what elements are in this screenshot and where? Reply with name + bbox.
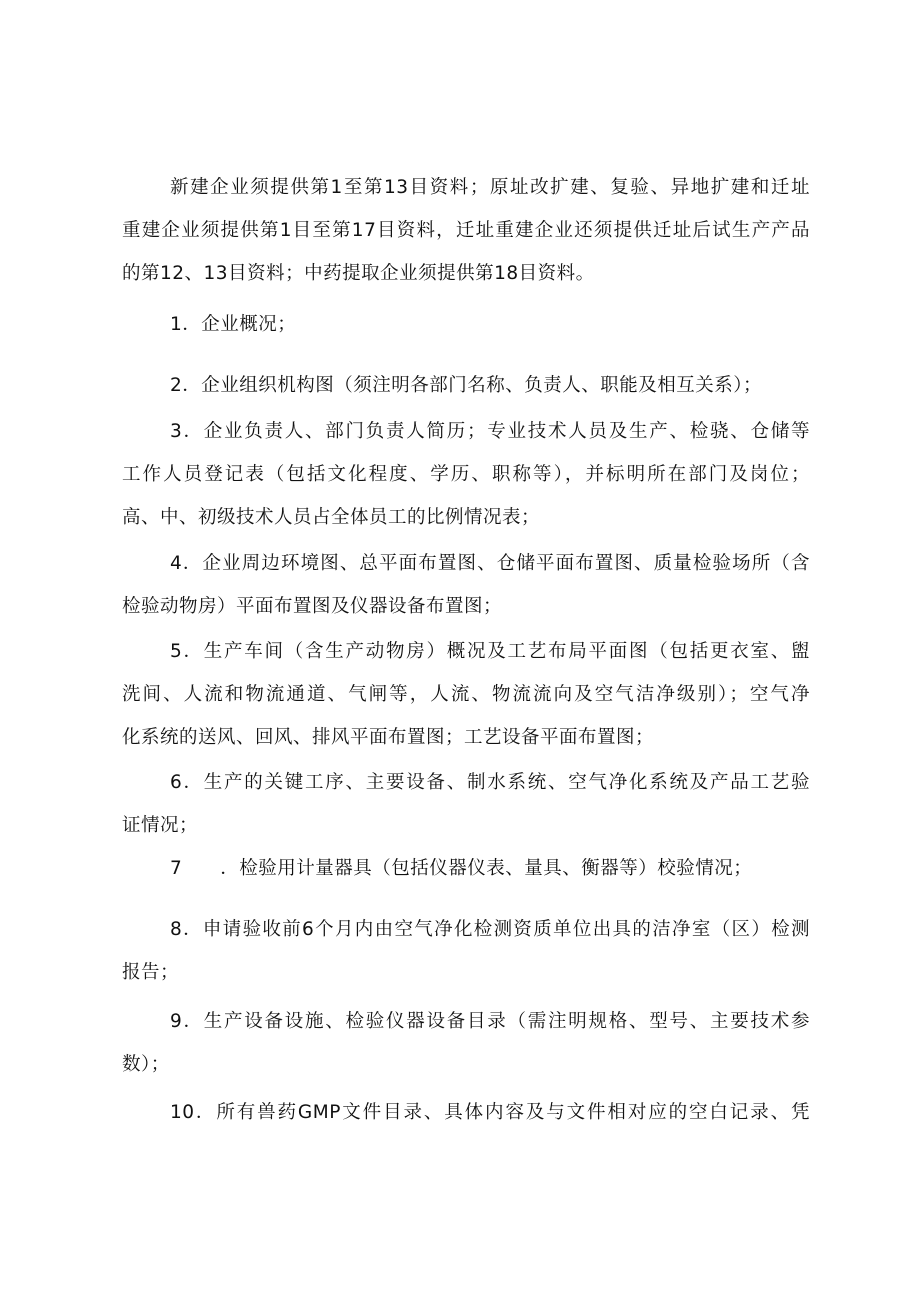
item-2: 2．企业组织机构图（须注明各部门名称、负责人、职能及相互关系）； (170, 375, 763, 396)
item-7: 7 ．检验用计量器具（包括仪器仪表、量具、衡器等）校验情况； (170, 858, 753, 879)
item-3-line-1: 3．企业负责人、部门负责人简历；专业技术人员及生产、检骁、仓储等 (170, 421, 810, 442)
item-5-line-3: 化系统的送风、回风、排风平面布置图；工艺设备平面布置图； (122, 727, 655, 748)
item-3-line-2: 工作人员登记表（包括文化程度、学历、职称等），并标明所在部门及岗位； (122, 464, 810, 485)
item-4-line-1: 4．企业周边环境图、总平面布置图、仓储平面布置图、质量检验场所（含 (170, 553, 810, 574)
intro-line-1: 新建企业须提供第1至第13目资料；原址改扩建、复验、异地扩建和迁址 (170, 177, 810, 198)
item-6-line-1: 6．生产的关键工序、主要设备、制水系统、空气净化系统及产品工艺验 (170, 772, 810, 793)
item-6-line-2: 证情况； (122, 815, 199, 836)
item-8-line-2: 报告； (122, 962, 180, 983)
item-10-line-1: 10．所有兽药GMP文件目录、具体内容及与文件相对应的空白记录、凭 (170, 1102, 810, 1123)
item-5-line-1: 5．生产车间（含生产动物房）概况及工艺布局平面图（包括更衣室、盥 (170, 641, 810, 662)
item-9-line-1: 9．生产设备设施、检验仪器设备目录（需注明规格、型号、主要技术参 (170, 1011, 810, 1032)
item-1: 1．企业概况； (170, 314, 297, 335)
item-3-line-3: 高、中、初级技术人员占全体员工的比例情况表； (122, 507, 541, 528)
item-8-line-1: 8．申请验收前6个月内由空气净化检测资质单位出具的洁净室（区）检测 (170, 919, 810, 940)
intro-line-2: 重建企业须提供第1目至第17目资料，迁址重建企业还须提供迁址后试生产产品 (122, 220, 810, 241)
intro-line-3: 的第12、13目资料；中药提取企业须提供第18目资料。 (122, 263, 595, 284)
item-4-line-2: 检验动物房）平面布置图及仪器设备布置图； (122, 596, 503, 617)
item-5-line-2: 洗间、人流和物流通道、气闸等，人流、物流流向及空气洁净级别）；空气净 (122, 684, 810, 705)
item-9-line-2: 数）； (122, 1054, 170, 1075)
